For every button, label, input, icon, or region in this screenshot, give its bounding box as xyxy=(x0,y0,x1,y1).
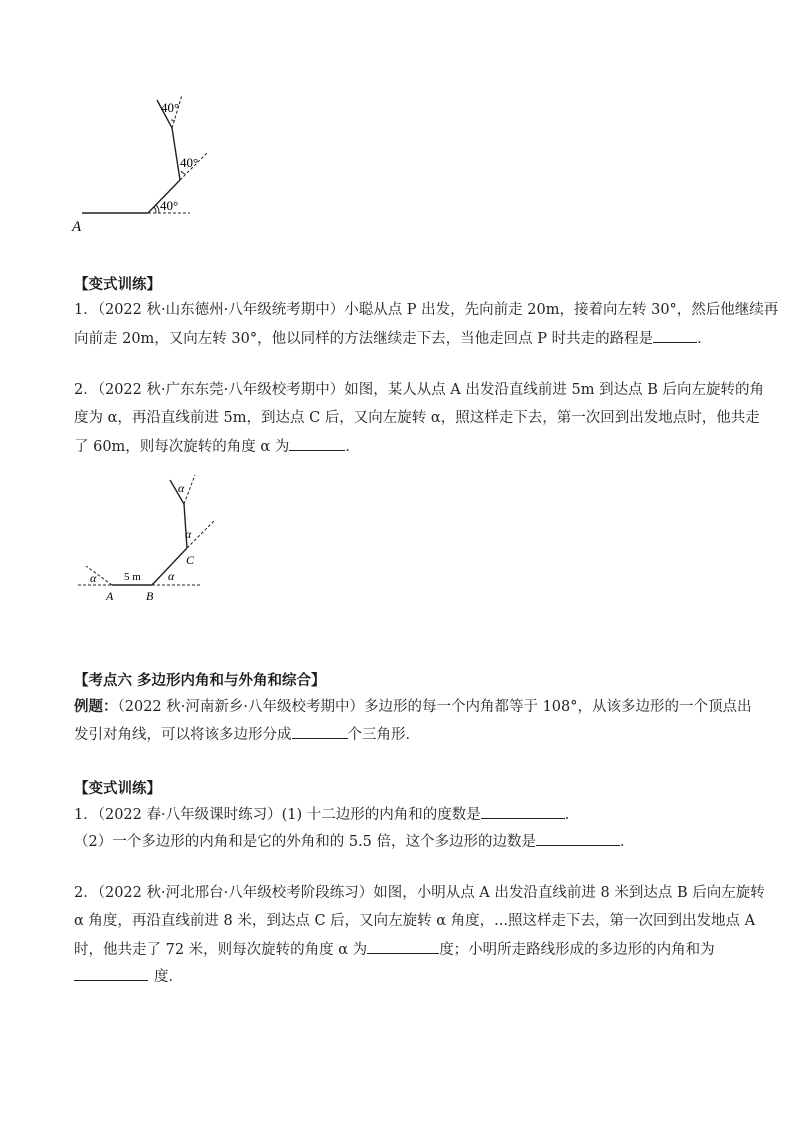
alpha-label-top: α xyxy=(178,481,185,495)
question-2-line-1: 2．（2022 秋·广东东莞·八年级校考期中）如图，某人从点 A 出发沿直线前进 5m 到达点 B 后向左旋转的角 xyxy=(74,382,764,398)
punct: ． xyxy=(620,834,635,850)
punct: ． xyxy=(564,807,580,823)
question-3-text-2: （2）一个多边形的内角和是它的外角和的 5.5 倍，这个多边形的边数是 xyxy=(74,834,537,850)
angle-label-bottom: 40° xyxy=(160,198,179,213)
question-4-text: 时，他共走了 72 米，则每次旋转的角度 α 为 xyxy=(74,942,368,958)
alpha-label-a: α xyxy=(90,571,97,585)
question-4-line-1: 2．（2022 秋·河北邢台·八年级校考阶段练习）如图，小明从点 A 出发沿直线前进 8 米到达点 B 后向左旋转 xyxy=(74,885,765,901)
figure-path-40-degrees xyxy=(60,90,230,240)
answer-blank[interactable] xyxy=(481,804,565,819)
answer-blank[interactable] xyxy=(367,939,439,954)
answer-blank[interactable] xyxy=(536,831,620,846)
answer-blank[interactable] xyxy=(653,328,697,343)
angle-label-top: 40° xyxy=(161,100,180,115)
question-3-line-2 xyxy=(74,831,635,852)
question-2-line-3 xyxy=(74,436,360,457)
punct: ． xyxy=(345,439,360,455)
example-line-2 xyxy=(74,724,420,745)
section-heading-variant-2: 【变式训练】 xyxy=(74,781,161,797)
alpha-label-c: α xyxy=(185,527,192,541)
example-text-2: 发引对角线，可以将该多边形分成 xyxy=(74,727,292,743)
section-heading-point-6: 【考点六 多边形内角和与外角和综合】 xyxy=(74,673,326,689)
answer-blank[interactable] xyxy=(292,724,348,739)
angle-label-middle: 40° xyxy=(180,155,199,170)
figure-2-svg xyxy=(70,470,230,610)
question-3-line-1 xyxy=(74,804,579,825)
figure-walk-alpha xyxy=(70,470,230,610)
example-line-1 xyxy=(74,697,752,717)
question-4-mid: 度；小明所走路线形成的多边形的内角和为 xyxy=(439,942,715,958)
section-heading-variant-1: 【变式训练】 xyxy=(74,277,161,293)
example-text: （2022 秋·河南新乡·八年级校考期中）多边形的每一个内角都等于 108°，从该多边形的一个顶点出 xyxy=(117,699,752,715)
question-4-line-3 xyxy=(74,939,715,960)
question-1-line-1: 1．（2022 秋·山东德州·八年级统考期中）小聪从点 P 出发，先向前走 20m，接着向左转 30°，然后他继续再 xyxy=(74,302,779,318)
question-4-tail: 度． xyxy=(154,969,183,985)
question-1-line-2 xyxy=(74,328,712,349)
point-a-label: A xyxy=(72,219,82,235)
punct: ． xyxy=(697,331,712,347)
question-3-text: 1．（2022 春·八年级课时练习）(1) 十二边形的内角和的度数是 xyxy=(74,807,481,823)
figure-1-svg xyxy=(60,90,230,240)
question-4-line-2: α 角度，再沿直线前进 8 米，到达点 C 后，又向左旋转 α 角度，...照这样走下去，第一次回到出发地点 A xyxy=(74,913,756,929)
question-4-line-4 xyxy=(74,966,183,987)
point-b-label: B xyxy=(146,589,154,603)
question-1-text: 向前走 20m，又向左转 30°，他以同样的方法继续走下去，当他走回点 P 时共走的路程是 xyxy=(74,331,654,347)
answer-blank[interactable] xyxy=(74,966,148,981)
example-label: 例题： xyxy=(74,699,118,715)
question-2-line-2: 度为 α，再沿直线前进 5m，到达点 C 后，又向左旋转 α，照这样走下去，第一次回到出发地点时，他共走 xyxy=(74,410,760,426)
answer-blank[interactable] xyxy=(289,436,345,451)
point-c-label: C xyxy=(186,553,195,567)
point-a-label: A xyxy=(106,589,114,603)
example-tail: 个三角形． xyxy=(347,727,420,743)
distance-label: 5 m xyxy=(124,571,141,583)
alpha-label-b: α xyxy=(168,569,175,583)
question-2-text: 了 60m，则每次旋转的角度 α 为 xyxy=(74,439,290,455)
